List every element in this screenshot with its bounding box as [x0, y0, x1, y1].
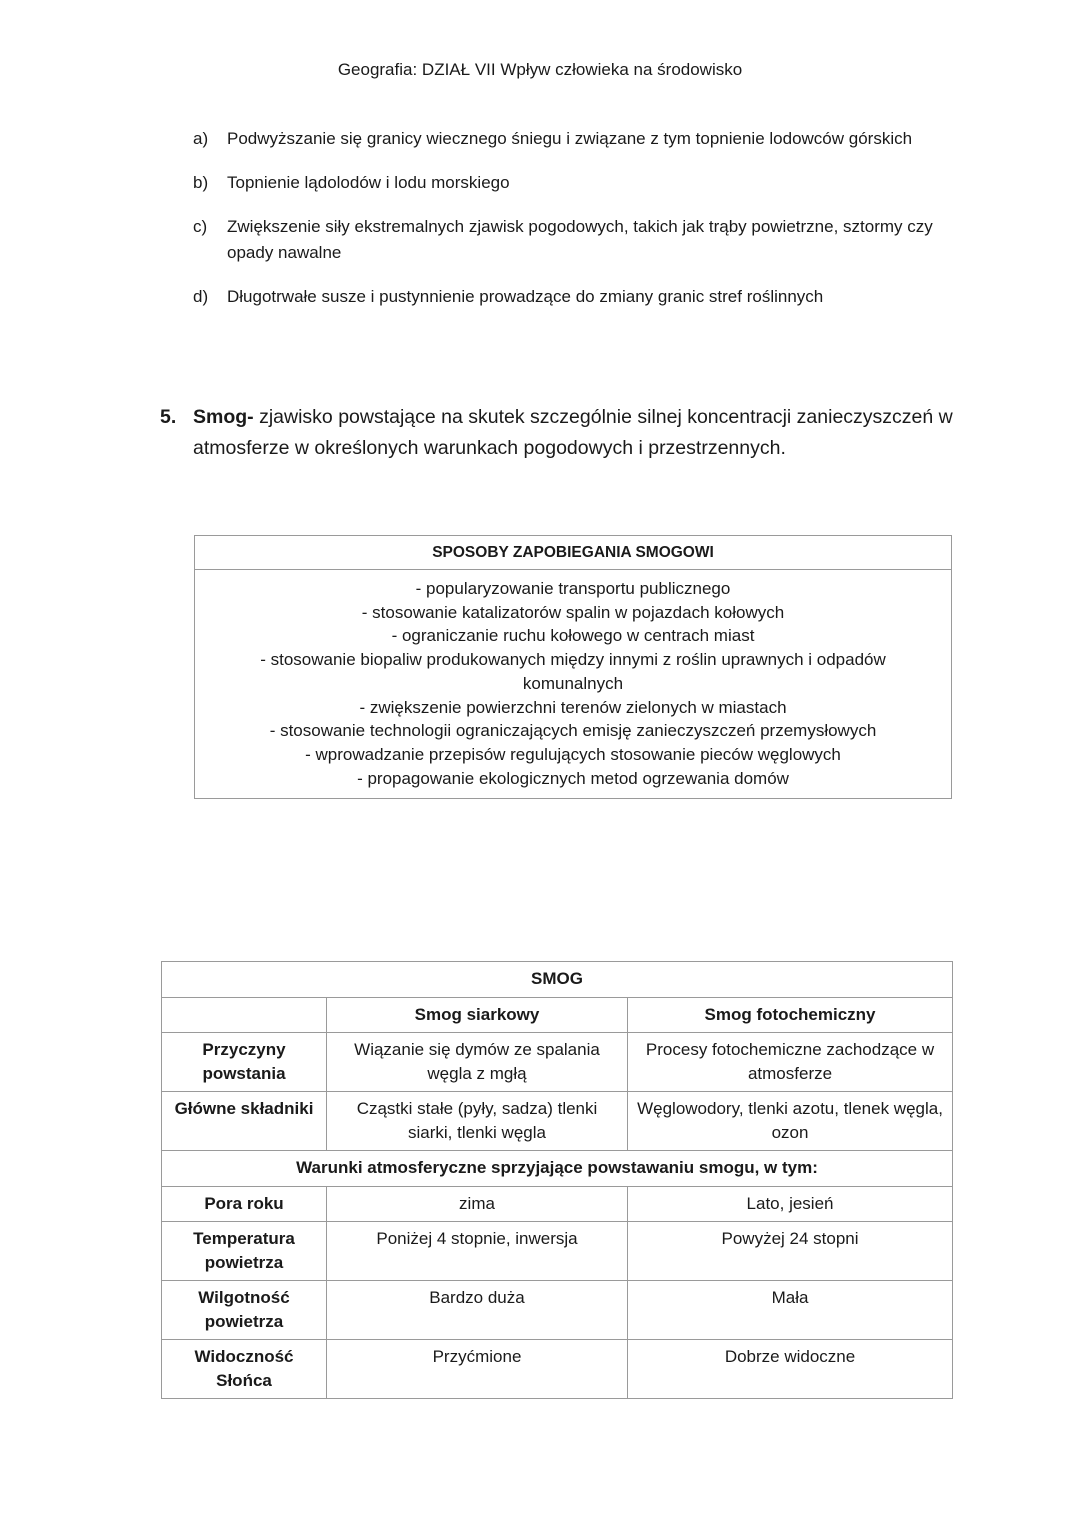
table-cell: zima: [327, 1186, 628, 1222]
column-header-photochemical-smog: Smog fotochemiczny: [628, 997, 953, 1033]
prevention-item: - stosowanie biopaliw produkowanych między innymi z roślin uprawnych i odpadów komunalnych: [260, 650, 886, 693]
table-cell: Cząstki stałe (pyły, sadza) tlenki siarki, tlenki węgla: [327, 1092, 628, 1151]
prevention-table-body: [195, 570, 952, 799]
prevention-item: - stosowanie technologii ograniczających emisję zanieczyszczeń przemysłowych: [269, 721, 877, 741]
prevention-item: - wprowadzanie przepisów regulujących stosowanie pieców węglowych: [305, 744, 841, 764]
section-definition-text: zjawisko powstające na skutek szczególnie silnej koncentracji zanieczyszczeń w atmosferze w określonych warunkach pogodowych i przestrzennych.: [193, 406, 953, 459]
table-row: [162, 1340, 953, 1399]
row-label: Pora roku: [162, 1186, 327, 1222]
list-item: [193, 126, 963, 152]
table-cell: Przyćmione: [327, 1340, 628, 1399]
section-number: 5.: [160, 406, 177, 428]
table-cell: Dobrze widoczne: [628, 1340, 953, 1399]
table-cell: Lato, jesień: [628, 1186, 953, 1222]
list-item: [193, 284, 963, 310]
list-item-marker: a): [193, 129, 209, 148]
column-header-sulfur-smog: Smog siarkowy: [327, 997, 628, 1033]
list-item-marker: b): [193, 173, 209, 192]
table-cell: Bardzo duża: [327, 1281, 628, 1340]
prevention-item: - zwiększenie powierzchni terenów zielonych w miastach: [359, 697, 787, 717]
smog-table-title: SMOG: [162, 962, 953, 998]
prevention-item: - ograniczanie ruchu kołowego w centrach miast: [391, 626, 755, 646]
list-item-text: Zwiększenie siły ekstremalnych zjawisk pogodowych, takich jak trąby powietrzne, sztormy czy opady nawalne: [227, 217, 933, 262]
prevention-table-heading: SPOSOBY ZAPOBIEGANIA SMOGOWI: [195, 536, 952, 570]
prevention-table: [194, 535, 952, 799]
prevention-item: - popularyzowanie transportu publicznego: [415, 579, 731, 598]
table-row: [162, 1092, 953, 1151]
table-cell: Węglowodory, tlenki azotu, tlenek węgla, ozon: [628, 1092, 953, 1151]
section-5: [160, 402, 960, 464]
list-item: [193, 170, 963, 196]
section-term: Smog-: [193, 406, 254, 428]
effects-list: [193, 126, 963, 328]
page-header: Geografia: DZIAŁ VII Wpływ człowieka na środowisko: [337, 60, 743, 79]
prevention-item: - propagowanie ekologicznych metod ogrzewania domów: [357, 768, 789, 788]
row-label: Przyczyny powstania: [162, 1033, 327, 1092]
smog-table: [161, 961, 953, 1399]
row-label: Główne składniki: [162, 1092, 327, 1151]
table-row: [162, 1033, 953, 1092]
row-label: Temperatura powietrza: [162, 1222, 327, 1281]
row-label: Widoczność Słońca: [162, 1340, 327, 1399]
section-definition: [193, 402, 960, 464]
list-item: [193, 214, 963, 266]
list-item-marker: d): [193, 287, 209, 306]
conditions-heading: Warunki atmosferyczne sprzyjające powstawaniu smogu, w tym:: [162, 1151, 953, 1187]
table-cell: Poniżej 4 stopnie, inwersja: [327, 1222, 628, 1281]
table-cell: Powyżej 24 stopni: [628, 1222, 953, 1281]
list-item-text: Podwyższanie się granicy wiecznego śniegu i związane z tym topnienie lodowców górskich: [227, 129, 913, 148]
table-cell: Wiązanie się dymów ze spalania węgla z mgłą: [327, 1033, 628, 1092]
table-cell-empty: [162, 997, 327, 1033]
table-cell: Mała: [628, 1281, 953, 1340]
table-row: [162, 1281, 953, 1340]
table-cell: Procesy fotochemiczne zachodzące w atmosferze: [628, 1033, 953, 1092]
list-item-text: Topnienie lądolodów i lodu morskiego: [227, 173, 510, 192]
list-item-marker: c): [193, 217, 208, 236]
table-row: [162, 1222, 953, 1281]
row-label: Wilgotność powietrza: [162, 1281, 327, 1340]
prevention-item: - stosowanie katalizatorów spalin w pojazdach kołowych: [361, 602, 785, 622]
list-item-text: Długotrwałe susze i pustynnienie prowadzące do zmiany granic stref roślinnych: [227, 287, 824, 306]
table-row: [162, 1186, 953, 1222]
